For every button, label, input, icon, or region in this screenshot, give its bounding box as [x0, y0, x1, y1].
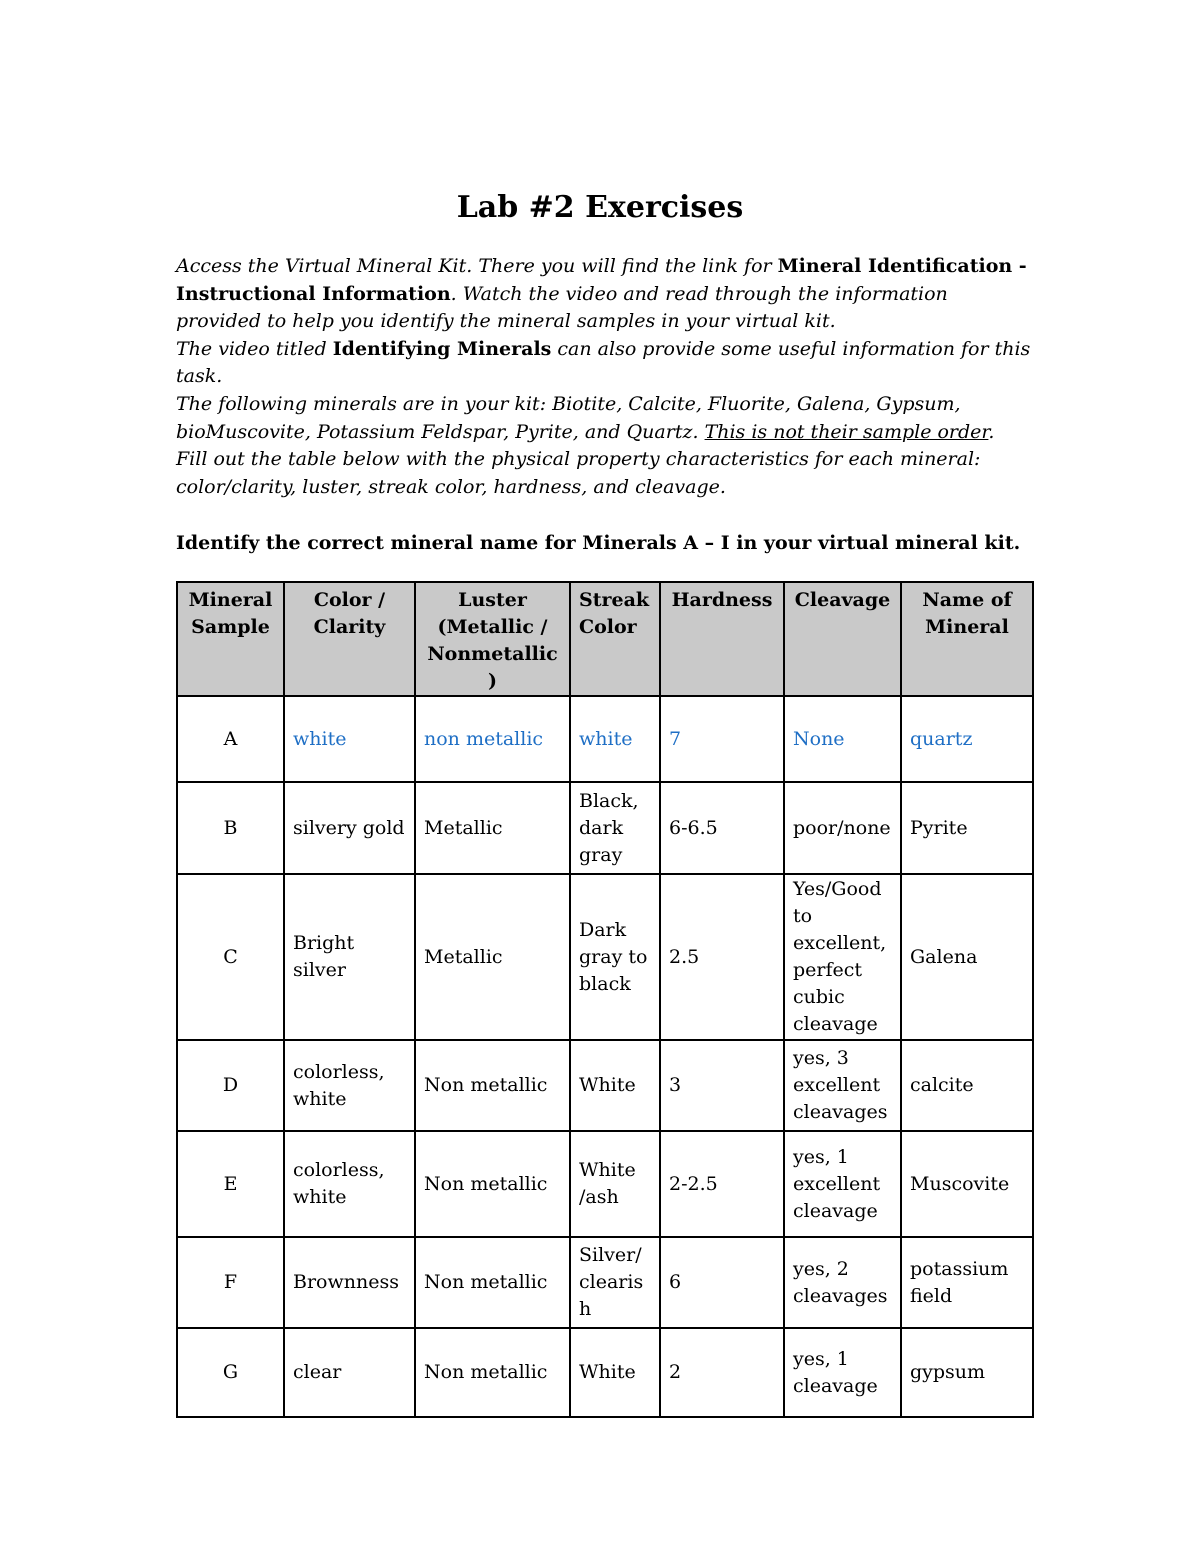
cell-luster: Metallic	[415, 782, 570, 874]
cell-streak: White	[570, 1328, 660, 1417]
cell-hardness: 7	[660, 696, 784, 782]
header-name-of-mineral: Name of Mineral	[901, 582, 1033, 696]
cell-streak: White	[570, 1040, 660, 1131]
cell-mineral-name: gypsum	[901, 1328, 1033, 1417]
cell-cleavage: yes, 3 excellent cleavages	[784, 1040, 901, 1131]
header-hardness: Hardness	[660, 582, 784, 696]
intro-paragraph-2	[176, 336, 1036, 391]
intro-p2-video-title: Identifying Minerals	[332, 337, 552, 360]
intro-p3-text-c: .	[988, 420, 995, 443]
intro-p3-text-a: The following minerals are in your kit: Biotite, Calcite, Fluorite, Galena, Gypsum, bioMuscovite, Potassium Feldspar, Pyrite, and Quartz.	[176, 392, 961, 443]
intro-p2-text-c: can also provide some useful information for this task.	[176, 337, 1031, 388]
cell-hardness: 2.5	[660, 874, 784, 1040]
page-title: Lab #2 Exercises	[456, 190, 744, 225]
intro-paragraph-4	[176, 446, 1036, 501]
cell-streak: Silver/ clearish	[570, 1237, 660, 1328]
intro-p4-text: Fill out the table below with the physical property characteristics for each mineral: color/clarity, luster, streak color, hardness, and cleavage.	[176, 448, 981, 498]
cell-sample: G	[177, 1328, 284, 1417]
intro-p1-link-name: Mineral Identification - Instructional Information	[176, 255, 1027, 305]
intro-p1-text-c: . Watch the video and read through the information provided to help you identify the mineral samples in your virtual kit.	[176, 282, 948, 333]
cell-mineral-name: quartz	[901, 696, 1033, 782]
cell-hardness: 2-2.5	[660, 1131, 784, 1237]
cell-luster: Non metallic	[415, 1328, 570, 1417]
table-row	[177, 696, 1033, 782]
cell-cleavage: yes, 1 cleavage	[784, 1328, 901, 1417]
cell-cleavage: yes, 2 cleavages	[784, 1237, 901, 1328]
cell-luster: Non metallic	[415, 1040, 570, 1131]
cell-luster: Non metallic	[415, 1237, 570, 1328]
cell-mineral-name: Muscovite	[901, 1131, 1033, 1237]
cell-mineral-name: Galena	[901, 874, 1033, 1040]
table-header-row	[177, 582, 1033, 696]
cell-luster: Non metallic	[415, 1131, 570, 1237]
cell-sample: A	[177, 696, 284, 782]
intro-p3-underlined-note: This is not their sample order	[704, 420, 989, 443]
cell-streak: white	[570, 696, 660, 782]
cell-hardness: 3	[660, 1040, 784, 1131]
cell-cleavage: None	[784, 696, 901, 782]
cell-mineral-name: Pyrite	[901, 782, 1033, 874]
intro-p1-text-a: Access the Virtual Mineral Kit. There you will find the link for	[176, 255, 778, 277]
cell-sample: C	[177, 874, 284, 1040]
cell-cleavage: poor/none	[784, 782, 901, 874]
cell-cleavage: Yes/Good to excellent, perfect cubic cleavage	[784, 874, 901, 1040]
cell-hardness: 2	[660, 1328, 784, 1417]
cell-mineral-name: calcite	[901, 1040, 1033, 1131]
cell-color: Brownness	[284, 1237, 415, 1328]
cell-color: silvery gold	[284, 782, 415, 874]
cell-sample: F	[177, 1237, 284, 1328]
cell-hardness: 6-6.5	[660, 782, 784, 874]
intro-text	[176, 253, 1036, 501]
header-luster: Luster (Metallic / Nonmetallic)	[415, 582, 570, 696]
table-row	[177, 874, 1033, 1040]
cell-color: clear	[284, 1328, 415, 1417]
header-streak-color: Streak Color	[570, 582, 660, 696]
cell-color: colorless, white	[284, 1040, 415, 1131]
cell-mineral-name: potassium field	[901, 1237, 1033, 1328]
cell-sample: E	[177, 1131, 284, 1237]
table-row	[177, 1237, 1033, 1328]
intro-paragraph-1	[176, 253, 1036, 336]
header-mineral-sample: Mineral Sample	[177, 582, 284, 696]
cell-cleavage: yes, 1 excellent cleavage	[784, 1131, 901, 1237]
mineral-table	[176, 581, 1034, 1418]
cell-streak: White /ash	[570, 1131, 660, 1237]
header-color-clarity: Color / Clarity	[284, 582, 415, 696]
cell-streak: Black, dark gray	[570, 782, 660, 874]
cell-luster: Metallic	[415, 874, 570, 1040]
table-row	[177, 1328, 1033, 1417]
intro-paragraph-3	[176, 391, 1036, 446]
cell-sample: B	[177, 782, 284, 874]
intro-p2-text-a: The video titled	[176, 337, 333, 360]
cell-color: colorless, white	[284, 1131, 415, 1237]
table-instruction: Identify the correct mineral name for Minerals A – I in your virtual mineral kit.	[176, 532, 1021, 554]
cell-streak: Dark gray to black	[570, 874, 660, 1040]
cell-hardness: 6	[660, 1237, 784, 1328]
table-row	[177, 1131, 1033, 1237]
table-row	[177, 782, 1033, 874]
cell-color: white	[284, 696, 415, 782]
cell-color: Bright silver	[284, 874, 415, 1040]
header-cleavage: Cleavage	[784, 582, 901, 696]
table-row	[177, 1040, 1033, 1131]
cell-luster: non metallic	[415, 696, 570, 782]
cell-sample: D	[177, 1040, 284, 1131]
